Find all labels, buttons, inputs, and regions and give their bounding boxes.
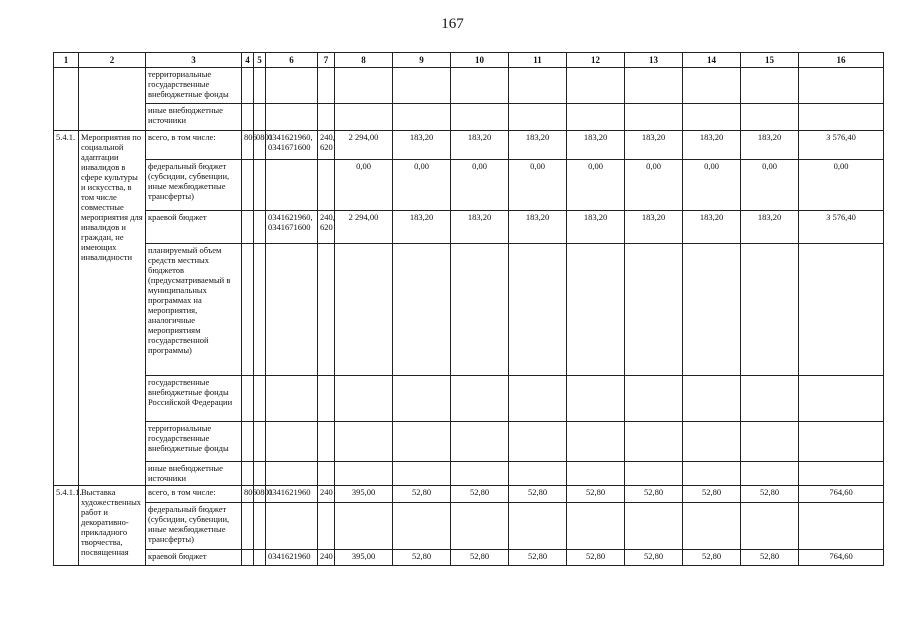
source-label: краевой бюджет [146,550,242,566]
amount-cell: 2 294,00 [335,131,393,160]
amount-cell: 0,00 [509,160,567,211]
header-cell: 15 [741,53,799,68]
amount-cell: 2 294,00 [335,211,393,244]
amount-cell [625,244,683,376]
value-cell [266,104,318,131]
expense-type-code: 240 [318,550,335,566]
amount-cell: 183,20 [451,131,509,160]
target-code [266,422,318,462]
amount-cell [393,462,451,486]
value-cell [254,104,266,131]
header-cell: 8 [335,53,393,68]
header-cell: 13 [625,53,683,68]
amount-cell [741,503,799,550]
index-cell [54,68,79,131]
table-row [54,376,884,422]
table-row [54,211,884,244]
target-code [266,376,318,422]
amount-cell [509,503,567,550]
header-cell: 1 [54,53,79,68]
amount-cell: 52,80 [741,550,799,566]
amount-cell: 183,20 [567,131,625,160]
amount-cell: 183,20 [509,131,567,160]
section-code [254,503,266,550]
amount-cell [799,503,884,550]
amount-cell: 52,80 [567,486,625,503]
amount-cell: 764,60 [799,486,884,503]
target-code: 0341621960 [266,486,318,503]
amount-cell: 395,00 [335,550,393,566]
budget-table [53,52,884,566]
amount-cell [741,462,799,486]
value-cell [335,68,393,104]
amount-cell [393,376,451,422]
source-label: всего, в том числе: [146,131,242,160]
target-code [266,462,318,486]
value-cell [242,68,254,104]
amount-cell: 52,80 [567,550,625,566]
amount-cell: 52,80 [683,486,741,503]
expense-type-code [318,376,335,422]
header-cell: 12 [567,53,625,68]
amount-cell [335,462,393,486]
expense-type-code: 240, 620 [318,211,335,244]
value-cell [393,68,451,104]
header-row [54,53,884,68]
value-cell [266,68,318,104]
header-cell: 7 [318,53,335,68]
value-cell [683,104,741,131]
amount-cell [567,376,625,422]
amount-cell: 52,80 [509,486,567,503]
target-code: 0341621960, 0341671600 [266,131,318,160]
expense-type-code [318,422,335,462]
grbs-code [242,211,254,244]
amount-cell [683,462,741,486]
amount-cell: 52,80 [393,486,451,503]
section-code: 0801 [254,486,266,503]
amount-cell [683,376,741,422]
amount-cell [451,462,509,486]
value-cell [509,104,567,131]
value-cell [451,68,509,104]
table-row [54,160,884,211]
expense-type-code [318,244,335,376]
table-row [54,244,884,376]
amount-cell [335,422,393,462]
amount-cell [625,422,683,462]
source-label: иные внебюджетные источники [146,104,242,131]
amount-cell [509,376,567,422]
grbs-code [242,503,254,550]
target-code [266,244,318,376]
amount-cell: 3 576,40 [799,131,884,160]
source-label: иные внебюджетные источники [146,462,242,486]
value-cell [567,104,625,131]
section-code [254,244,266,376]
amount-cell: 183,20 [683,211,741,244]
amount-cell [741,422,799,462]
amount-cell: 52,80 [625,486,683,503]
table-row [54,550,884,566]
header-cell: 4 [242,53,254,68]
value-cell [393,104,451,131]
amount-cell: 183,20 [625,211,683,244]
amount-cell: 52,80 [451,550,509,566]
amount-cell: 0,00 [335,160,393,211]
amount-cell [335,503,393,550]
source-label: федеральный бюджет (субсидии, субвенции, иные межбюджетные трансферты) [146,503,242,550]
amount-cell [625,376,683,422]
amount-cell [625,503,683,550]
grbs-code [242,376,254,422]
target-code [266,160,318,211]
table-row [54,503,884,550]
amount-cell: 183,20 [741,211,799,244]
header-cell: 6 [266,53,318,68]
header-cell: 16 [799,53,884,68]
amount-cell [683,503,741,550]
amount-cell: 3 576,40 [799,211,884,244]
expense-type-code: 240 [318,486,335,503]
amount-cell: 0,00 [799,160,884,211]
amount-cell [799,376,884,422]
value-cell [741,68,799,104]
amount-cell: 0,00 [393,160,451,211]
grbs-code: 806 [242,131,254,160]
table-row [54,104,884,131]
amount-cell: 183,20 [625,131,683,160]
source-label: территориальные государственные внебюджетные фонды [146,422,242,462]
amount-cell: 183,20 [393,211,451,244]
amount-cell: 0,00 [625,160,683,211]
amount-cell: 183,20 [741,131,799,160]
grbs-code: 806 [242,486,254,503]
amount-cell [393,422,451,462]
value-cell [318,104,335,131]
expense-type-code [318,160,335,211]
header-cell: 10 [451,53,509,68]
amount-cell: 183,20 [393,131,451,160]
amount-cell: 52,80 [393,550,451,566]
amount-cell: 395,00 [335,486,393,503]
amount-cell: 0,00 [683,160,741,211]
amount-cell [451,244,509,376]
section-code [254,211,266,244]
source-label: государственные внебюджетные фонды Российской Федерации [146,376,242,422]
amount-cell [799,422,884,462]
value-cell [242,104,254,131]
section-code [254,422,266,462]
target-code: 0341621960, 0341671600 [266,211,318,244]
source-label: всего, в том числе: [146,486,242,503]
table-row [54,422,884,462]
section-code [254,376,266,422]
target-code [266,503,318,550]
amount-cell [509,422,567,462]
amount-cell: 52,80 [509,550,567,566]
source-label: краевой бюджет [146,211,242,244]
amount-cell: 183,20 [683,131,741,160]
amount-cell [567,244,625,376]
source-label: территориальные государственные внебюджетные фонды [146,68,242,104]
value-cell [254,68,266,104]
amount-cell: 0,00 [451,160,509,211]
table-row [54,462,884,486]
amount-cell [335,244,393,376]
expense-type-code: 240, 620 [318,131,335,160]
table-row [54,68,884,104]
amount-cell [683,422,741,462]
amount-cell [741,376,799,422]
amount-cell [509,462,567,486]
grbs-code [242,244,254,376]
value-cell [451,104,509,131]
section-code: 0801 [254,131,266,160]
amount-cell [567,503,625,550]
grbs-code [242,462,254,486]
amount-cell [335,376,393,422]
table-row [54,131,884,160]
header-cell: 14 [683,53,741,68]
grbs-code [242,550,254,566]
header-cell: 2 [79,53,146,68]
item-name: Выставка художественных работ и декоративно-прикладного творчества, посвященная [79,486,146,566]
source-label: федеральный бюджет (субсидии, субвенции, иные межбюджетные трансферты) [146,160,242,211]
section-code [254,462,266,486]
item-index: 5.4.1. [54,131,79,486]
item-index: 5.4.1.1. [54,486,79,566]
amount-cell [393,244,451,376]
value-cell [799,104,884,131]
amount-cell [683,244,741,376]
header-cell: 5 [254,53,266,68]
amount-cell [567,462,625,486]
value-cell [509,68,567,104]
amount-cell [451,422,509,462]
expense-type-code [318,462,335,486]
value-cell [625,104,683,131]
amount-cell: 52,80 [451,486,509,503]
value-cell [799,68,884,104]
amount-cell [799,462,884,486]
amount-cell [451,376,509,422]
target-code: 0341621960 [266,550,318,566]
amount-cell: 183,20 [509,211,567,244]
page-number: 167 [441,16,464,32]
amount-cell: 0,00 [741,160,799,211]
amount-cell [567,422,625,462]
section-code [254,160,266,211]
header-cell: 3 [146,53,242,68]
value-cell [318,68,335,104]
value-cell [625,68,683,104]
value-cell [567,68,625,104]
amount-cell [451,503,509,550]
amount-cell [393,503,451,550]
table-row [54,486,884,503]
header-cell: 9 [393,53,451,68]
amount-cell: 764,60 [799,550,884,566]
amount-cell: 183,20 [451,211,509,244]
grbs-code [242,160,254,211]
amount-cell: 52,80 [683,550,741,566]
value-cell [335,104,393,131]
amount-cell [509,244,567,376]
value-cell [741,104,799,131]
name-cell [79,68,146,131]
grbs-code [242,422,254,462]
item-name: Мероприятия по социальной адаптации инвалидов в сфере культуры и искусства, в том числе совместные мероприятия для инвалидов и граждан, не имеющих инвалидности [79,131,146,486]
amount-cell: 52,80 [625,550,683,566]
amount-cell [741,244,799,376]
source-label: планируемый объем средств местных бюджетов (предусматриваемый в муниципальных программах на мероприятия, аналогичные мероприятиям государственной программы) [146,244,242,376]
amount-cell: 0,00 [567,160,625,211]
value-cell [683,68,741,104]
amount-cell: 183,20 [567,211,625,244]
amount-cell: 52,80 [741,486,799,503]
amount-cell [799,244,884,376]
section-code [254,550,266,566]
expense-type-code [318,503,335,550]
header-cell: 11 [509,53,567,68]
amount-cell [625,462,683,486]
